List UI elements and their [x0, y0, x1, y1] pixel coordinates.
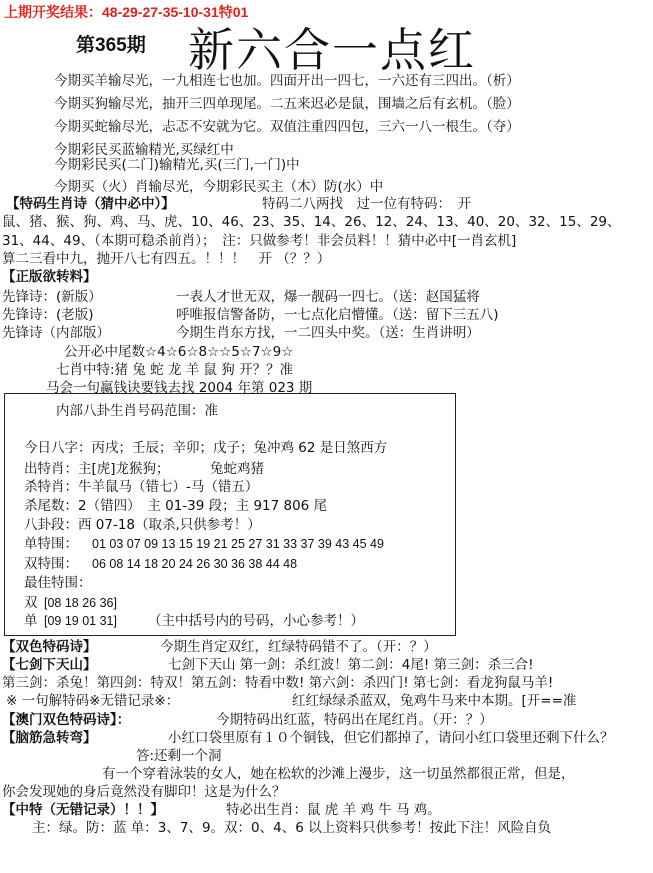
- riddle-story-2: 你会发现她的身后竟然没有脚印！这是为什么？: [2, 784, 286, 800]
- box-note: （主中括号内的号码，小心参考！）: [148, 613, 364, 629]
- best-double-numbers: [08 18 26 36]: [44, 596, 117, 610]
- kill-tail: 杀尾数：2（错四） 主 01-39 段；主 917 806 尾: [24, 498, 328, 514]
- single-label: 单特围：: [24, 536, 78, 552]
- box-title: 内部八卦生肖号码范围：准: [56, 403, 218, 419]
- zhongte-footer: 主：绿。防：蓝 单：3、7、9。双：0、4、6 以上资料只供参考！按此下注！风险自负: [32, 820, 552, 836]
- vanguard-text-internal: 今期生肖东方找，一二四头中奖。（送：生肖讲明）: [176, 325, 480, 341]
- zodiac-list-2: 31、44、49、（本期可稳杀前肖）； 注：只做参考！非会员料！！猜中必中[一肖玄机]: [2, 233, 517, 249]
- out-zodiac-extra: 兔蛇鸡猪: [210, 461, 264, 477]
- zodiac-list: 鼠、猪、猴、狗、鸡、马、虎、10、46、23、35、14、26、12、24、13、40、20、32、15、29、: [2, 214, 621, 230]
- seven-zodiac: 七肖中特:猪 兔 蛇 龙 羊 鼠 狗 开？？准: [56, 362, 294, 378]
- zodiac-poem-header: 【特码生肖诗（猜中必中）】: [6, 196, 175, 212]
- intro-line-4: 今期彩民买蓝输精光,买绿红中: [54, 142, 234, 158]
- riddle-header: 【脑筋急转弯】: [2, 730, 97, 746]
- best-single-label: 单: [24, 613, 38, 629]
- double-numbers: 06 08 14 18 20 24 26 30 36 38 44 48: [92, 557, 298, 571]
- vanguard-label-internal: 先锋诗（内部版）: [2, 325, 110, 341]
- issue-number: 第365期: [76, 35, 146, 56]
- intro-line-5: 今期彩民买(二门)输精光,买(三门,一门)中: [54, 157, 300, 173]
- intro-line-6: 今期买（火）肖输尽光，今期彩民买主（木）防(水）中: [54, 179, 384, 195]
- color-poem-header: 【双色特码诗】: [2, 639, 97, 655]
- riddle-story-1: 有一个穿着泳装的女人，她在松软的沙滩上漫步，这一切虽然都很正常，但是，: [102, 766, 575, 782]
- intro-line-1: 今期买羊输尽光，一九相连七也加。四面开出一四七，一六还有三四出。（析）: [54, 73, 520, 89]
- riddle-question: 小红口袋里原有１０个铜钱，但它们都掉了，请问小红口袋里还剩下什么？: [168, 730, 614, 746]
- zodiac-poem-text: 特码二八两找 过一位有特码： 开: [262, 196, 472, 212]
- zodiac-list-3: 算二三看中九，抛开八七有四五。！！！ 开 （？？）: [2, 251, 331, 267]
- bagua-segment: 八卦段：西 07-18（取杀,只供参考！）: [24, 517, 261, 533]
- riddle-answer: 答:还剩一个洞: [136, 748, 222, 764]
- double-label: 双特围：: [24, 556, 78, 572]
- zhongte-header: 【中特（无错记录）！！】: [2, 802, 164, 818]
- seven-swords-line-1: 七剑下天山 第一剑：杀红波！第二剑：4尾! 第三剑：杀三合!: [168, 657, 534, 673]
- best-single-numbers: [09 19 01 31]: [44, 614, 117, 628]
- macau-poem-text: 今期特码出红蓝，特码出在尾红肖。（开：？）: [216, 712, 493, 728]
- tail-numbers: 公开必中尾数☆4☆6☆8☆☆5☆7☆9☆: [64, 344, 294, 360]
- previous-result: 上期开奖结果：48-29-27-35-10-31特01: [4, 4, 249, 20]
- bazi-line: 今日八字：丙戌；壬辰；辛卯；戊子；兔冲鸡 62 是日煞西方: [24, 440, 388, 456]
- one-sentence-label: ※ 一句解特码※无错记录※：: [6, 693, 180, 709]
- best-double-label: 双: [24, 595, 38, 611]
- single-numbers: 01 03 07 09 13 15 19 21 25 27 31 33 37 39 43 45 49: [92, 537, 384, 551]
- vanguard-label-old: 先锋诗：(老版): [2, 307, 94, 323]
- zhongte-text: 特必出生肖：鼠 虎 羊 鸡 牛 马 鸡。: [226, 802, 441, 818]
- out-zodiac-label: 出特肖：主[虎]龙猴狗；: [24, 461, 170, 477]
- color-poem-text: 今期生肖定双红，红绿特码错不了。（开：？）: [160, 639, 437, 655]
- seven-swords-header: 【七剑下天山】: [2, 657, 97, 673]
- intro-line-2: 今期买狗输尽光，抽开三四单现尾。二五来迟必是鼠，围墙之后有玄机。（脸）: [54, 96, 520, 112]
- best-label: 最佳特围：: [24, 575, 92, 591]
- orthodox-header: 【正版欲转料】: [2, 269, 97, 285]
- vanguard-text-old: 呼唯报信警备防，一七点化启懵懂。（送：留下三五八): [176, 307, 499, 323]
- macau-poem-header: 【澳门双色特码诗】：: [2, 712, 131, 728]
- vanguard-text-new: 一表人才世无双，爆一靓码一四七。（送：赵国猛将: [176, 289, 480, 305]
- intro-line-3: 今期买蛇输尽光，忐忑不安就为它。双值注重四四包，三六一八一根生。（夺）: [54, 119, 520, 135]
- kill-zodiac: 杀特肖：牛羊鼠马（错七）-马（错五）: [24, 479, 259, 495]
- page-title: 新六合一点红: [188, 23, 476, 77]
- vanguard-label-new: 先锋诗：(新版）: [2, 289, 102, 305]
- one-sentence-text: 红红绿绿杀蓝双，兔鸡牛马来中本期。[开==准: [292, 693, 577, 709]
- horse-society-line: 马会一句赢钱诀要钱去找 2004 年第 023 期: [46, 380, 313, 396]
- seven-swords-line-2: 第三剑：杀兔！第四剑：特双！第五剑：特看中数! 第六剑：杀四门! 第七剑：看龙狗鼠马羊!: [2, 675, 554, 691]
